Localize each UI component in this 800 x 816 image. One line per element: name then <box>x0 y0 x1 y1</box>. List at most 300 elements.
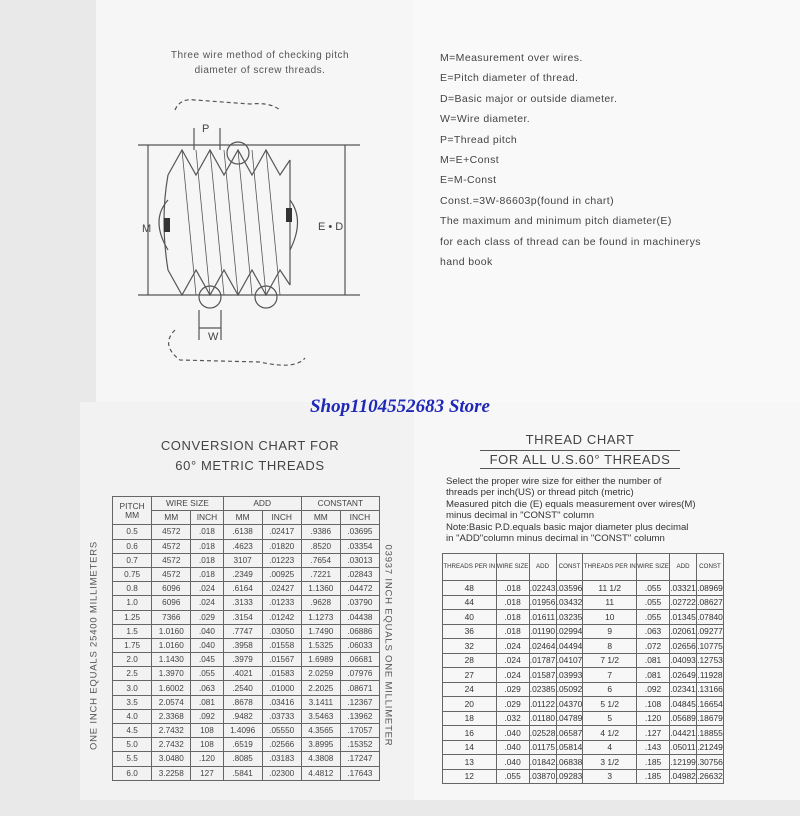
table-cell: .9482 <box>223 709 262 723</box>
table-cell: 1.6989 <box>301 653 340 667</box>
table-cell: .06886 <box>340 624 379 638</box>
thread-header: ADD <box>529 554 556 581</box>
table-cell: .08969 <box>697 581 724 596</box>
table-cell: .21249 <box>697 740 724 755</box>
table-cell: 1.1430 <box>152 653 191 667</box>
table-cell: 4 <box>583 740 637 755</box>
table-cell: .09283 <box>556 769 583 784</box>
table-cell: .07976 <box>340 667 379 681</box>
table-cell: 4.4812 <box>301 766 340 780</box>
store-watermark: Shop1104552683 Store <box>309 396 490 417</box>
table-cell: 44 <box>443 595 497 610</box>
table-cell: .01787 <box>529 653 556 668</box>
table-cell: .17247 <box>340 752 379 766</box>
table-cell: .03596 <box>556 581 583 596</box>
table-cell: .072 <box>637 639 670 654</box>
label-ed: E • D <box>318 221 344 233</box>
thread-table <box>442 553 724 784</box>
table-cell: .02300 <box>262 766 301 780</box>
note-line: in "ADD"column minus decimal in "CONST" column <box>446 533 665 545</box>
table-cell: 16 <box>443 726 497 741</box>
table-cell: 4.3808 <box>301 752 340 766</box>
table-cell: 0.7 <box>113 553 152 567</box>
note-line: threads per inch(US) or thread pitch (metric) <box>446 487 634 499</box>
table-row <box>443 740 724 755</box>
table-cell: 0.75 <box>113 567 152 581</box>
table-cell: .029 <box>496 697 529 712</box>
table-row <box>443 769 724 784</box>
table-row <box>443 624 724 639</box>
table-row <box>113 582 380 596</box>
conversion-title-line2: 60° METRIC THREADS <box>175 458 325 473</box>
table-cell: 3.5 <box>113 695 152 709</box>
table-cell: 1.0160 <box>152 638 191 652</box>
table-cell: 5.5 <box>113 752 152 766</box>
table-cell: .02566 <box>262 738 301 752</box>
label-w: W <box>208 331 219 343</box>
table-cell: .01190 <box>529 624 556 639</box>
thread-title-line2: FOR ALL U.S.60° THREADS <box>480 450 681 469</box>
table-cell: .02427 <box>262 582 301 596</box>
table-cell: .01122 <box>529 697 556 712</box>
table-cell: .00925 <box>262 567 301 581</box>
table-row <box>443 668 724 683</box>
table-cell: 2.0574 <box>152 695 191 709</box>
table-cell: .02722 <box>670 595 697 610</box>
table-cell: .04438 <box>340 610 379 624</box>
table-cell: .055 <box>496 769 529 784</box>
table-cell: .02464 <box>529 639 556 654</box>
table-cell: .081 <box>637 653 670 668</box>
table-cell: 6096 <box>152 582 191 596</box>
table-cell: .108 <box>637 697 670 712</box>
table-cell: .04789 <box>556 711 583 726</box>
table-cell: 1.4096 <box>223 724 262 738</box>
table-cell: .040 <box>191 638 223 652</box>
table-cell: 5 1/2 <box>583 697 637 712</box>
table-row <box>443 595 724 610</box>
table-cell: .06587 <box>556 726 583 741</box>
table-cell: 48 <box>443 581 497 596</box>
table-cell: .081 <box>637 668 670 683</box>
table-row <box>443 755 724 770</box>
table-row <box>443 639 724 654</box>
table-cell: 14 <box>443 740 497 755</box>
table-cell: .4623 <box>223 539 262 553</box>
table-cell: 6.0 <box>113 766 152 780</box>
table-row <box>443 711 724 726</box>
table-cell: 20 <box>443 697 497 712</box>
table-cell: .03733 <box>262 709 301 723</box>
table-cell: .15352 <box>340 738 379 752</box>
table-cell: .018 <box>191 553 223 567</box>
side-text-left: ONE INCH EQUALS 25400 MILLIMETERS <box>88 540 100 751</box>
table-cell: .8085 <box>223 752 262 766</box>
table-cell: .04093 <box>670 653 697 668</box>
table-cell: .06681 <box>340 653 379 667</box>
subheader-mm: MM <box>301 511 340 525</box>
table-cell: 4572 <box>152 567 191 581</box>
table-cell: .040 <box>496 755 529 770</box>
table-cell: .040 <box>496 726 529 741</box>
label-m: M <box>142 223 152 235</box>
table-cell: .06838 <box>556 755 583 770</box>
table-cell: .02843 <box>340 567 379 581</box>
table-row <box>113 653 380 667</box>
table-row <box>113 681 380 695</box>
thread-header: ADD <box>670 554 697 581</box>
table-cell: 4.3565 <box>301 724 340 738</box>
table-cell: 11 1/2 <box>583 581 637 596</box>
thread-notes <box>446 476 766 544</box>
table-cell: 9 <box>583 624 637 639</box>
table-cell: .029 <box>191 610 223 624</box>
subheader-inch: INCH <box>191 511 223 525</box>
table-cell: .18679 <box>697 711 724 726</box>
table-row <box>113 766 380 780</box>
table-row <box>443 610 724 625</box>
table-cell: .055 <box>637 595 670 610</box>
table-cell: .032 <box>496 711 529 726</box>
table-cell: .055 <box>637 581 670 596</box>
table-cell: 10 <box>583 610 637 625</box>
table-cell: .018 <box>496 581 529 596</box>
table-cell: .3958 <box>223 638 262 652</box>
table-row <box>113 539 380 553</box>
table-cell: .03183 <box>262 752 301 766</box>
table-cell: .055 <box>637 610 670 625</box>
table-cell: 1.0 <box>113 596 152 610</box>
table-cell: .024 <box>496 639 529 654</box>
table-cell: .01567 <box>262 653 301 667</box>
table-cell: .16654 <box>697 697 724 712</box>
table-cell: 28 <box>443 653 497 668</box>
header-add: ADD <box>223 497 301 511</box>
table-cell: .127 <box>637 726 670 741</box>
table-cell: 108 <box>191 738 223 752</box>
table-cell: .018 <box>496 595 529 610</box>
table-cell: .08627 <box>697 595 724 610</box>
table-cell: 8 <box>583 639 637 654</box>
table-cell: .03354 <box>340 539 379 553</box>
legend-line: P=Thread pitch <box>440 133 518 146</box>
table-cell: .024 <box>191 596 223 610</box>
thread-header: CONST <box>697 554 724 581</box>
legend-line: M=E+Const <box>440 153 500 166</box>
table-cell: 3 <box>583 769 637 784</box>
table-cell: .03993 <box>556 668 583 683</box>
legend-line: hand book <box>440 255 493 268</box>
table-cell: .01611 <box>529 610 556 625</box>
table-cell: .02656 <box>670 639 697 654</box>
table-cell: .01233 <box>262 596 301 610</box>
table-cell: 4572 <box>152 553 191 567</box>
table-cell: 1.5 <box>113 624 152 638</box>
table-cell: .143 <box>637 740 670 755</box>
legend-line: M=Measurement over wires. <box>440 52 583 64</box>
table-row <box>113 738 380 752</box>
table-cell: .03050 <box>262 624 301 638</box>
table-cell: .04107 <box>556 653 583 668</box>
table-cell: .01583 <box>262 667 301 681</box>
table-cell: .018 <box>496 610 529 625</box>
table-row <box>113 667 380 681</box>
table-cell: .01587 <box>529 668 556 683</box>
table-cell: 18 <box>443 711 497 726</box>
table-cell: .02649 <box>670 668 697 683</box>
table-cell: 3.0480 <box>152 752 191 766</box>
thread-header: THREADS PER IN <box>583 554 637 581</box>
table-cell: .30756 <box>697 755 724 770</box>
table-cell: .02061 <box>670 624 697 639</box>
table-cell: .13166 <box>697 682 724 697</box>
table-cell: .03013 <box>340 553 379 567</box>
table-cell: 1.6002 <box>152 681 191 695</box>
table-cell: .12367 <box>340 695 379 709</box>
table-cell: 2.7432 <box>152 738 191 752</box>
table-cell: .05689 <box>670 711 697 726</box>
note-line: Select the proper wire size for either the number of <box>446 476 662 487</box>
subheader-inch: INCH <box>262 511 301 525</box>
table-cell: .6138 <box>223 525 262 539</box>
table-cell: .03235 <box>556 610 583 625</box>
table-cell: 0.6 <box>113 539 152 553</box>
table-cell: .063 <box>637 624 670 639</box>
table-cell: 36 <box>443 624 497 639</box>
table-cell: .024 <box>496 653 529 668</box>
table-cell: .024 <box>191 582 223 596</box>
table-cell: 7 <box>583 668 637 683</box>
table-cell: .3133 <box>223 596 262 610</box>
table-cell: 4.0 <box>113 709 152 723</box>
table-cell: .12199 <box>670 755 697 770</box>
table-row <box>443 682 724 697</box>
table-cell: 11 <box>583 595 637 610</box>
table-cell: .02528 <box>529 726 556 741</box>
legend-list <box>440 52 701 276</box>
table-cell: 4.5 <box>113 724 152 738</box>
side-text-right: 03937 INCH EQUALS ONE MILLIMETER <box>382 544 394 747</box>
table-row <box>113 709 380 723</box>
table-cell: .8520 <box>301 539 340 553</box>
table-cell: 5 <box>583 711 637 726</box>
conversion-table <box>112 496 380 781</box>
note-line: Note:Basic P.D.equals basic major diameter plus decimal <box>446 521 689 533</box>
table-cell: .02417 <box>262 525 301 539</box>
table-cell: 2.2025 <box>301 681 340 695</box>
thread-header: CONST <box>556 554 583 581</box>
thread-header: THREADS PER IN <box>443 554 497 581</box>
table-cell: .09277 <box>697 624 724 639</box>
table-cell: 2.7432 <box>152 724 191 738</box>
table-cell: .01558 <box>262 638 301 652</box>
table-cell: .024 <box>496 668 529 683</box>
table-cell: 7366 <box>152 610 191 624</box>
subheader-mm: MM <box>152 511 191 525</box>
table-cell: 2.5 <box>113 667 152 681</box>
thread-title-line1: THREAD CHART <box>525 432 635 447</box>
table-cell: 127 <box>191 766 223 780</box>
table-cell: .03321 <box>670 581 697 596</box>
label-p: P <box>202 123 210 135</box>
table-cell: .040 <box>496 740 529 755</box>
table-cell: .17643 <box>340 766 379 780</box>
table-cell: 1.7490 <box>301 624 340 638</box>
table-cell: 1.0160 <box>152 624 191 638</box>
table-cell: 2.0 <box>113 653 152 667</box>
table-row <box>113 596 380 610</box>
table-cell: .6164 <box>223 582 262 596</box>
table-cell: 1.75 <box>113 638 152 652</box>
table-cell: .05550 <box>262 724 301 738</box>
legend-line: D=Basic major or outside diameter. <box>440 92 618 105</box>
table-cell: .04370 <box>556 697 583 712</box>
table-cell: .05092 <box>556 682 583 697</box>
table-cell: 6 <box>583 682 637 697</box>
table-cell: .7654 <box>301 553 340 567</box>
table-cell: .7747 <box>223 624 262 638</box>
table-cell: .018 <box>191 525 223 539</box>
conversion-title <box>110 438 390 473</box>
table-cell: 40 <box>443 610 497 625</box>
table-cell: 3.1411 <box>301 695 340 709</box>
table-cell: .3154 <box>223 610 262 624</box>
table-row <box>443 581 724 596</box>
table-row <box>113 624 380 638</box>
table-cell: .03790 <box>340 596 379 610</box>
table-cell: 4 1/2 <box>583 726 637 741</box>
table-cell: .02385 <box>529 682 556 697</box>
table-cell: .03432 <box>556 595 583 610</box>
table-cell: .01842 <box>529 755 556 770</box>
table-cell: .5841 <box>223 766 262 780</box>
table-cell: 5.0 <box>113 738 152 752</box>
table-cell: .01180 <box>529 711 556 726</box>
conversion-table-body <box>113 525 380 780</box>
diagram-caption-line1: Three wire method of checking pitch <box>170 50 350 61</box>
table-cell: .063 <box>191 681 223 695</box>
table-cell: .03695 <box>340 525 379 539</box>
diagram-caption-line2: diameter of screw threads. <box>194 65 326 76</box>
table-cell: .055 <box>191 667 223 681</box>
table-cell: .9386 <box>301 525 340 539</box>
header-wire-size: WIRE SIZE <box>152 497 223 511</box>
table-cell: .11928 <box>697 668 724 683</box>
thread-table-body <box>443 581 724 784</box>
thread-header: WIRE SIZE <box>496 554 529 581</box>
header-pitch: PITCH MM <box>113 497 152 525</box>
subheader-inch: INCH <box>340 511 379 525</box>
table-cell: .01345 <box>670 610 697 625</box>
table-row <box>443 697 724 712</box>
table-cell: .05011 <box>670 740 697 755</box>
table-cell: 2.0259 <box>301 667 340 681</box>
table-cell: .01175 <box>529 740 556 755</box>
table-cell: .029 <box>496 682 529 697</box>
legend-line: Const.=3W-86603p(found in chart) <box>440 194 614 207</box>
table-cell: .06033 <box>340 638 379 652</box>
table-cell: 4572 <box>152 539 191 553</box>
table-row <box>443 726 724 741</box>
table-cell: 3.5463 <box>301 709 340 723</box>
table-cell: 7 1/2 <box>583 653 637 668</box>
legend-line: The maximum and minimum pitch diameter(E) <box>440 215 672 228</box>
table-cell: .02341 <box>670 682 697 697</box>
table-cell: 12 <box>443 769 497 784</box>
table-row <box>113 610 380 624</box>
legend-line: E=M-Const <box>440 174 497 187</box>
table-cell: .02994 <box>556 624 583 639</box>
table-cell: 1.3970 <box>152 667 191 681</box>
table-cell: .04494 <box>556 639 583 654</box>
note-line: Measured pitch die (E) equals measurement over wires(M) <box>446 498 696 510</box>
table-row <box>113 724 380 738</box>
table-cell: 1.5325 <box>301 638 340 652</box>
table-cell: 3.8995 <box>301 738 340 752</box>
table-cell: .10775 <box>697 639 724 654</box>
table-cell: 0.8 <box>113 582 152 596</box>
table-cell: .018 <box>496 624 529 639</box>
table-cell: .081 <box>191 695 223 709</box>
table-cell: .04982 <box>670 769 697 784</box>
table-cell: .4021 <box>223 667 262 681</box>
legend-line: E=Pitch diameter of thread. <box>440 72 579 85</box>
thread-header: WIRE SIZE <box>637 554 670 581</box>
table-cell: .01242 <box>262 610 301 624</box>
table-cell: 1.1360 <box>301 582 340 596</box>
legend-line: for each class of thread can be found in machinerys <box>440 235 701 248</box>
table-cell: 3 1/2 <box>583 755 637 770</box>
table-cell: .3979 <box>223 653 262 667</box>
subheader-mm: MM <box>223 511 262 525</box>
table-cell: .120 <box>637 711 670 726</box>
table-cell: .6519 <box>223 738 262 752</box>
table-cell: .01820 <box>262 539 301 553</box>
table-cell: .26632 <box>697 769 724 784</box>
table-cell: .03870 <box>529 769 556 784</box>
table-cell: 1.1273 <box>301 610 340 624</box>
table-cell: .018 <box>191 539 223 553</box>
table-cell: .2349 <box>223 567 262 581</box>
table-cell: .185 <box>637 755 670 770</box>
table-cell: .092 <box>191 709 223 723</box>
table-row <box>113 695 380 709</box>
table-cell: .8678 <box>223 695 262 709</box>
table-cell: 32 <box>443 639 497 654</box>
table-cell: .018 <box>191 567 223 581</box>
table-cell: .045 <box>191 653 223 667</box>
table-cell: .9628 <box>301 596 340 610</box>
table-cell: .18855 <box>697 726 724 741</box>
table-cell: 4572 <box>152 525 191 539</box>
table-cell: .08671 <box>340 681 379 695</box>
table-row <box>113 638 380 652</box>
table-cell: 6096 <box>152 596 191 610</box>
table-cell: .17057 <box>340 724 379 738</box>
table-row <box>113 752 380 766</box>
table-cell: .03416 <box>262 695 301 709</box>
table-cell: .7221 <box>301 567 340 581</box>
table-cell: .02243 <box>529 581 556 596</box>
table-cell: 3.0 <box>113 681 152 695</box>
table-cell: 24 <box>443 682 497 697</box>
table-cell: .185 <box>637 769 670 784</box>
table-cell: .01000 <box>262 681 301 695</box>
table-row <box>113 567 380 581</box>
header-constant: CONSTANT <box>301 497 379 511</box>
table-cell: 3.2258 <box>152 766 191 780</box>
table-cell: .04472 <box>340 582 379 596</box>
